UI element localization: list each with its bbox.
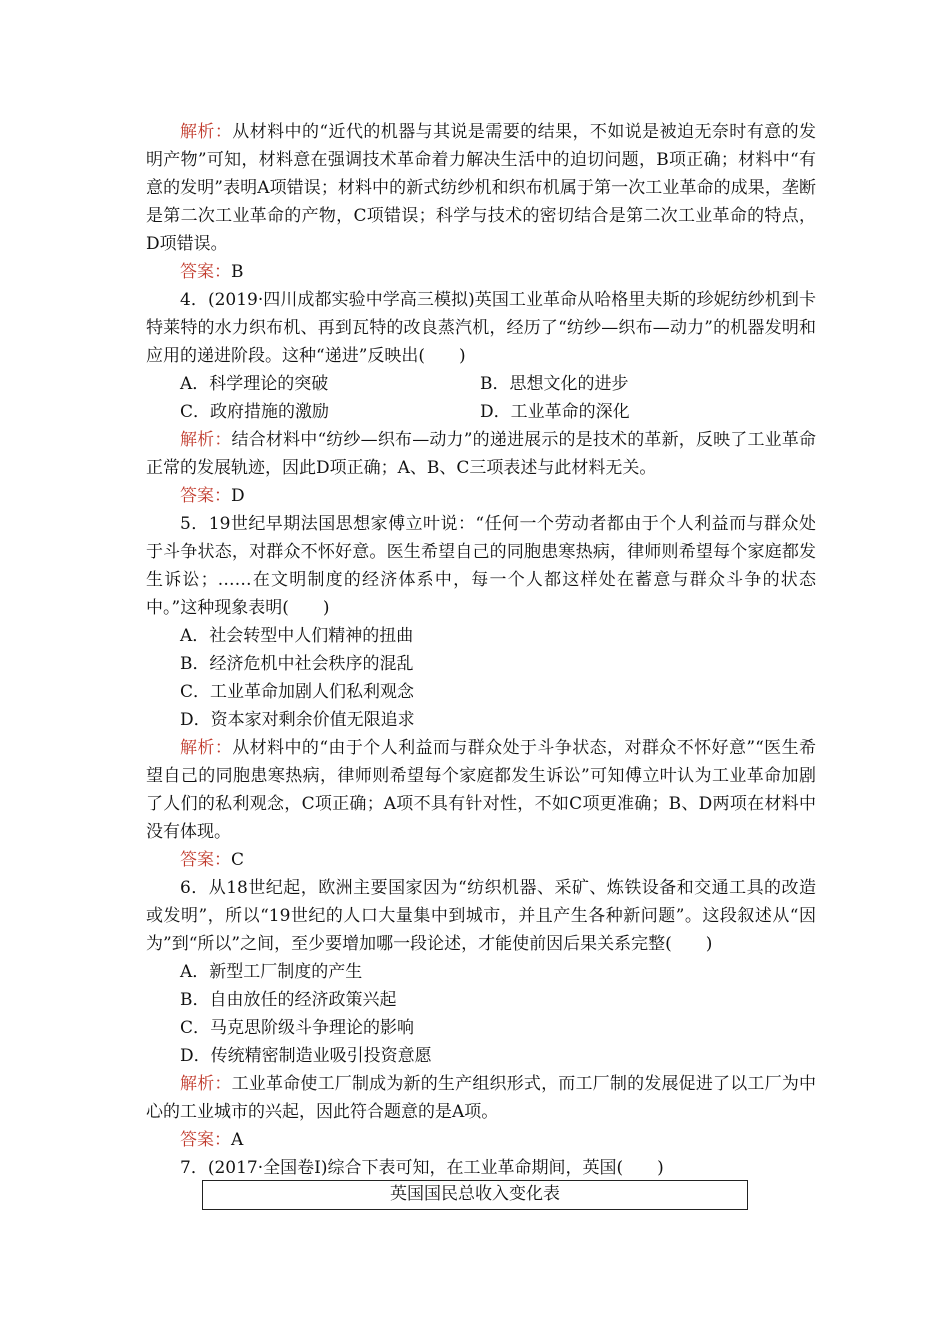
answer-label: 答案： bbox=[180, 850, 231, 870]
q4-option-a: A．科学理论的突破 bbox=[180, 374, 329, 394]
q6-option-d: D．传统精密制造业吸引投资意愿 bbox=[180, 1046, 432, 1066]
income-table-title: 英国国民总收入变化表 bbox=[202, 1180, 748, 1210]
q4-option-d: D．工业革命的深化 bbox=[480, 402, 630, 422]
q3-answer: 答案：B bbox=[180, 262, 244, 282]
answer-label: 答案： bbox=[180, 1130, 231, 1150]
analysis-label: 解析： bbox=[180, 738, 233, 758]
q6-analysis: 解析：工业革命使工厂制成为新的生产组织形式，而工厂制的发展促进了以工厂为中心的工业城市的兴起，因此符合题意的是A项。 bbox=[146, 1074, 817, 1122]
analysis-label: 解析： bbox=[180, 430, 232, 450]
q6-stem: 6．从18世纪起，欧洲主要国家因为“纺织机器、采矿、炼铁设备和交通工具的改造或发明”，所以“19世纪的人口大量集中到城市，并且产生各种新问题”。这段叙述从“因为”到“所以”之间，至少要增加哪一段论述，才能使前因后果关系完整( ) bbox=[146, 878, 816, 954]
q4-analysis: 解析：结合材料中“纺纱—织布—动力”的递进展示的是技术的革新，反映了工业革命正常的发展轨迹，因此D项正确；A、B、C三项表述与此材料无关。 bbox=[146, 430, 817, 478]
q5-analysis: 解析：从材料中的“由于个人利益而与群众处于斗争状态，对群众不怀好意”“医生希望自己的同胞患寒热病，律师则希望每个家庭都发生诉讼”可知傅立叶认为工业革命加剧了人们的私利观念，C项正确；A项不具有针对性，不如C项更准确；B、D两项在材料中没有体现。 bbox=[146, 738, 816, 842]
q5-stem: 5．19世纪早期法国思想家傅立叶说：“任何一个劳动者都由于个人利益而与群众处于斗争状态，对群众不怀好意。医生希望自己的同胞患寒热病，律师则希望每个家庭都发生诉讼；……在文明制度的经济体系中，每一个人都这样处在蓄意与群众斗争的状态中。”这种现象表明( ) bbox=[146, 514, 816, 618]
answer-label: 答案： bbox=[180, 262, 231, 282]
q4-stem: 4．(2019·四川成都实验中学高三模拟)英国工业革命从哈格里夫斯的珍妮纺纱机到卡特莱特的水力织布机、再到瓦特的改良蒸汽机，经历了“纺纱—织布—动力”的机器发明和应用的递进阶段。这种“递进”反映出( ) bbox=[146, 290, 816, 366]
q6-option-c: C．马克思阶级斗争理论的影响 bbox=[180, 1018, 415, 1038]
q4-options-row-1 bbox=[146, 370, 816, 398]
q3-analysis: 解析：从材料中的“近代的机器与其说是需要的结果，不如说是被迫无奈时有意的发明产物”可知，材料意在强调技术革命着力解决生活中的迫切问题，B项正确；材料中“有意的发明”表明A项错误；材料中的新式纺纱机和织布机属于第一次工业革命的成果，垄断是第二次工业革命的产物，C项错误；科学与技术的密切结合是第二次工业革命的特点，D项错误。 bbox=[146, 122, 816, 254]
q5-option-d: D．资本家对剩余价值无限追求 bbox=[180, 710, 415, 730]
analysis-label: 解析： bbox=[180, 1074, 232, 1094]
q6-option-a: A．新型工厂制度的产生 bbox=[180, 962, 363, 982]
analysis-label: 解析： bbox=[180, 122, 233, 142]
document-content bbox=[146, 118, 816, 1182]
q5-option-c: C．工业革命加剧人们私利观念 bbox=[180, 682, 415, 702]
q5-option-b: B．经济危机中社会秩序的混乱 bbox=[180, 654, 414, 674]
q4-option-b: B．思想文化的进步 bbox=[480, 374, 629, 394]
q6-answer: 答案：A bbox=[180, 1130, 244, 1150]
q7-stem: 7．(2017·全国卷Ⅰ)综合下表可知，在工业革命期间，英国( ) bbox=[180, 1158, 664, 1178]
q6-option-b: B．自由放任的经济政策兴起 bbox=[180, 990, 397, 1010]
q5-option-a: A．社会转型中人们精神的扭曲 bbox=[180, 626, 414, 646]
q4-answer: 答案：D bbox=[180, 486, 245, 506]
q4-option-c: C．政府措施的激励 bbox=[180, 402, 330, 422]
q5-answer: 答案：C bbox=[180, 850, 245, 870]
q4-options-row-2 bbox=[146, 398, 816, 426]
answer-label: 答案： bbox=[180, 486, 231, 506]
